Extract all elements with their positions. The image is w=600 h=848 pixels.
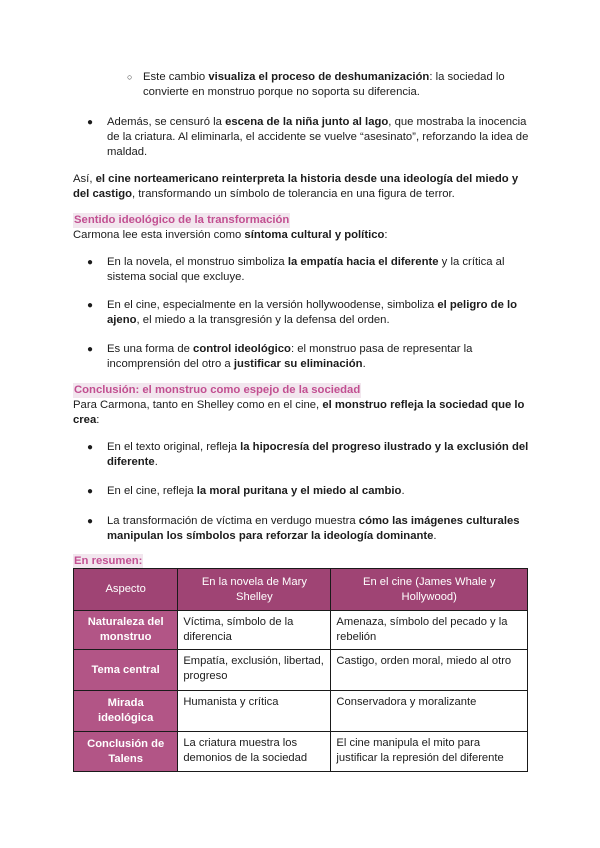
bullet-icon: ● bbox=[87, 117, 94, 128]
bullet-transformacion bbox=[87, 514, 530, 544]
table-cell: Amenaza, símbolo del pecado y la rebelión bbox=[331, 611, 528, 650]
bullet-text: La transformación de víctima en verdugo muestra cómo las imágenes culturales manipulan los símbolos para reforzar la ideología dominante. bbox=[107, 515, 520, 542]
sub-bullet-text: Este cambio visualiza el proceso de deshumanización: la sociedad lo convierte en monstruo porque no soporta su diferencia. bbox=[143, 71, 505, 98]
row-header: Naturaleza del monstruo bbox=[74, 611, 178, 650]
bullet-novela bbox=[87, 255, 530, 285]
table-cell: El cine manipula el mito para justificar la represión del diferente bbox=[331, 732, 528, 772]
section-conclusion bbox=[73, 383, 529, 428]
column-header: En la novela de Mary Shelley bbox=[178, 569, 331, 611]
sub-bullet-deshumanizacion bbox=[127, 70, 527, 100]
summary-heading: En resumen: bbox=[74, 555, 143, 567]
table-header-row bbox=[74, 569, 528, 611]
section-heading: Sentido ideológico de la transformación bbox=[74, 214, 290, 226]
table-cell: La criatura muestra los demonios de la sociedad bbox=[178, 732, 331, 772]
bullet-icon: ● bbox=[87, 442, 94, 453]
section-intro: Para Carmona, tanto en Shelley como en el cine, el monstruo refleja la sociedad que lo crea: bbox=[73, 399, 525, 426]
section-heading: Conclusión: el monstruo como espejo de la sociedad bbox=[74, 384, 361, 396]
bullet-text: En el cine, especialmente en la versión hollywoodense, simboliza el peligro de lo ajeno, el miedo a la transgresión y la defensa del orden. bbox=[107, 299, 518, 326]
bullet-icon: ● bbox=[87, 516, 94, 527]
bullet-escena-lago bbox=[87, 115, 530, 160]
bullet-texto-original bbox=[87, 440, 530, 470]
table-row bbox=[74, 732, 528, 772]
table-cell: Víctima, símbolo de la diferencia bbox=[178, 611, 331, 650]
bullet-text: Es una forma de control ideológico: el monstruo pasa de representar la incomprensión del otro a justificar su eliminación. bbox=[107, 343, 473, 370]
paragraph-text: Así, el cine norteamericano reinterpreta la historia desde una ideología del miedo y del castigo, transformando un símbolo de tolerancia en una figura de terror. bbox=[73, 173, 519, 200]
bullet-text: En la novela, el monstruo simboliza la empatía hacia el diferente y la crítica al sistema social que excluye. bbox=[107, 256, 505, 283]
bullet-icon: ● bbox=[87, 257, 94, 268]
bullet-icon: ● bbox=[87, 300, 94, 311]
row-header: Conclusión de Talens bbox=[74, 732, 178, 772]
bullet-text: En el cine, refleja la moral puritana y el miedo al cambio. bbox=[107, 485, 405, 497]
column-header: Aspecto bbox=[74, 569, 178, 611]
row-header: Mirada ideológica bbox=[74, 691, 178, 732]
paragraph-asi bbox=[73, 172, 529, 202]
table-row bbox=[74, 691, 528, 732]
section-sentido-ideologico bbox=[73, 213, 529, 243]
summary-heading-block bbox=[73, 554, 143, 569]
table-cell: Humanista y crítica bbox=[178, 691, 331, 732]
bullet-cine-hollywood bbox=[87, 298, 530, 328]
bullet-cine-moral bbox=[87, 484, 530, 499]
bullet-control-ideologico bbox=[87, 342, 530, 372]
table-row bbox=[74, 611, 528, 650]
table-cell: Castigo, orden moral, miedo al otro bbox=[331, 650, 528, 691]
table-cell: Conservadora y moralizante bbox=[331, 691, 528, 732]
bullet-icon: ● bbox=[87, 486, 94, 497]
bullet-text: Además, se censuró la escena de la niña junto al lago, que mostraba la inocencia de la criatura. Al eliminarla, el accidente se vuelve “asesinato”, reforzando la idea de maldad. bbox=[107, 116, 529, 158]
table-row bbox=[74, 650, 528, 691]
row-header: Tema central bbox=[74, 650, 178, 691]
hollow-bullet-icon: ○ bbox=[127, 72, 133, 82]
bullet-icon: ● bbox=[87, 344, 94, 355]
column-header: En el cine (James Whale y Hollywood) bbox=[331, 569, 528, 611]
table-cell: Empatía, exclusión, libertad, progreso bbox=[178, 650, 331, 691]
bullet-text: En el texto original, refleja la hipocresía del progreso ilustrado y la exclusión del diferente. bbox=[107, 441, 529, 468]
section-intro: Carmona lee esta inversión como síntoma cultural y político: bbox=[73, 229, 388, 241]
summary-table bbox=[73, 568, 528, 772]
